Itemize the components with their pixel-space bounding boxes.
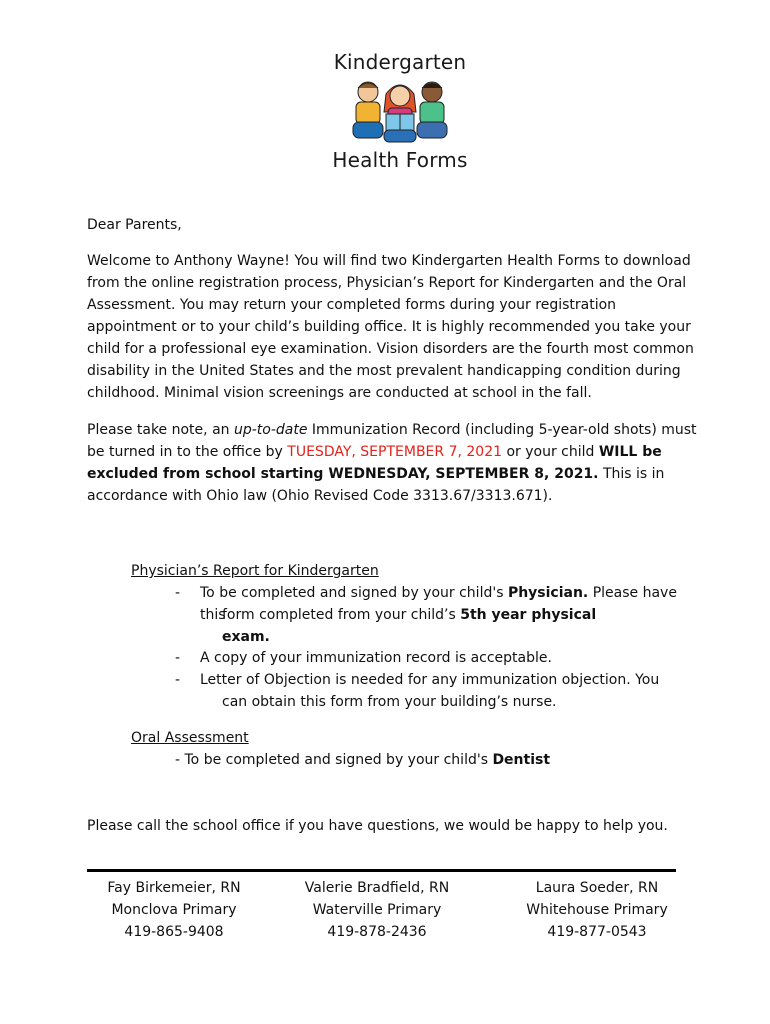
welcome-paragraph: Welcome to Anthony Wayne! You will find two Kindergarten Health Forms to download from the online registration process, Physician’s Report for Kindergarten and the Oral Assessment. You may return your completed forms during your registration appointment or to your child’s building office. It is highly recommended you take your child for a professional eye examination. Vision disorders are the fourth most common disability in the United States and the most prevalent handicapping condition during childhood. Minimal vision screenings are conducted at school in the fall.	[87, 253, 694, 401]
physician-line-1-text: To be completed and signed by your child's	[200, 585, 508, 601]
bullet-dash: -	[175, 585, 181, 601]
nurse-contact-waterville	[287, 877, 467, 943]
closing-line: Please call the school office if you have questions, we would be happy to help you.	[87, 818, 668, 834]
up-to-date-text: up-to-date	[233, 422, 308, 438]
immunization-text-2: Immunization Record (including 5-year-old shots) must be turned in to the office by	[87, 422, 697, 460]
nurse-school: Waterville Primary	[312, 902, 442, 918]
objection-bullet	[175, 669, 705, 713]
nurse-name: Fay Birkemeier, RN	[107, 880, 241, 896]
immunization-paragraph	[87, 419, 707, 507]
divider-line	[87, 869, 676, 872]
oral-assessment-line	[175, 749, 550, 771]
logo-title-top: Kindergarten	[333, 50, 467, 74]
physicians-report-heading: Physician’s Report for Kindergarten	[131, 563, 379, 579]
fifth-year-physical: 5th year physical	[460, 607, 597, 623]
physician-line-3: exam.	[222, 629, 270, 645]
nurse-school: Whitehouse Primary	[526, 902, 668, 918]
immunization-copy-text: A copy of your immunization record is acceptable.	[200, 650, 552, 666]
nurse-contact-monclova	[84, 877, 264, 943]
oral-assessment-heading: Oral Assessment	[131, 730, 249, 746]
nurse-name: Laura Soeder, RN	[535, 880, 659, 896]
deadline-date: TUESDAY, SEPTEMBER 7, 2021	[287, 444, 503, 460]
immunization-copy-bullet	[175, 647, 705, 669]
physician-line-2	[222, 604, 596, 626]
nurse-phone: 419-865-9408	[124, 924, 224, 940]
kindergarten-health-forms-logo	[330, 48, 470, 174]
nurse-phone: 419-877-0543	[547, 924, 647, 940]
greeting: Dear Parents,	[87, 217, 182, 233]
logo-title-bottom: Health Forms	[332, 148, 468, 172]
physician-word: Physician.	[507, 585, 589, 601]
physician-line-2-text: form completed from your child’s	[222, 607, 461, 623]
exclusion-warning: WILL be excluded from school starting WEDNESDAY, SEPTEMBER 8, 2021.	[87, 444, 662, 482]
immunization-text-3: or your child	[502, 444, 599, 460]
nurse-contact-whitehouse	[507, 877, 687, 943]
oral-assessment-text: - To be completed and signed by your child's	[175, 752, 493, 768]
immunization-text-1: Please take note, an	[87, 422, 234, 438]
physician-line-1-end: Please have this	[200, 585, 677, 623]
children-reading-illustration	[348, 76, 452, 148]
nurse-phone: 419-878-2436	[327, 924, 427, 940]
nurse-school: Monclova Primary	[111, 902, 237, 918]
nurse-name: Valerie Bradfield, RN	[304, 880, 450, 896]
bullet-dash: -	[175, 672, 181, 688]
bullet-dash: -	[175, 650, 181, 666]
ohio-law-text: This is in accordance with Ohio law (Ohio Revised Code 3313.67/3313.671).	[87, 466, 665, 504]
dentist-word: Dentist	[492, 752, 551, 768]
objection-line-1: Letter of Objection is needed for any immunization objection. You	[200, 672, 660, 688]
objection-line-2: can obtain this form from your building’s nurse.	[222, 694, 557, 710]
physician-bullet	[175, 582, 705, 648]
